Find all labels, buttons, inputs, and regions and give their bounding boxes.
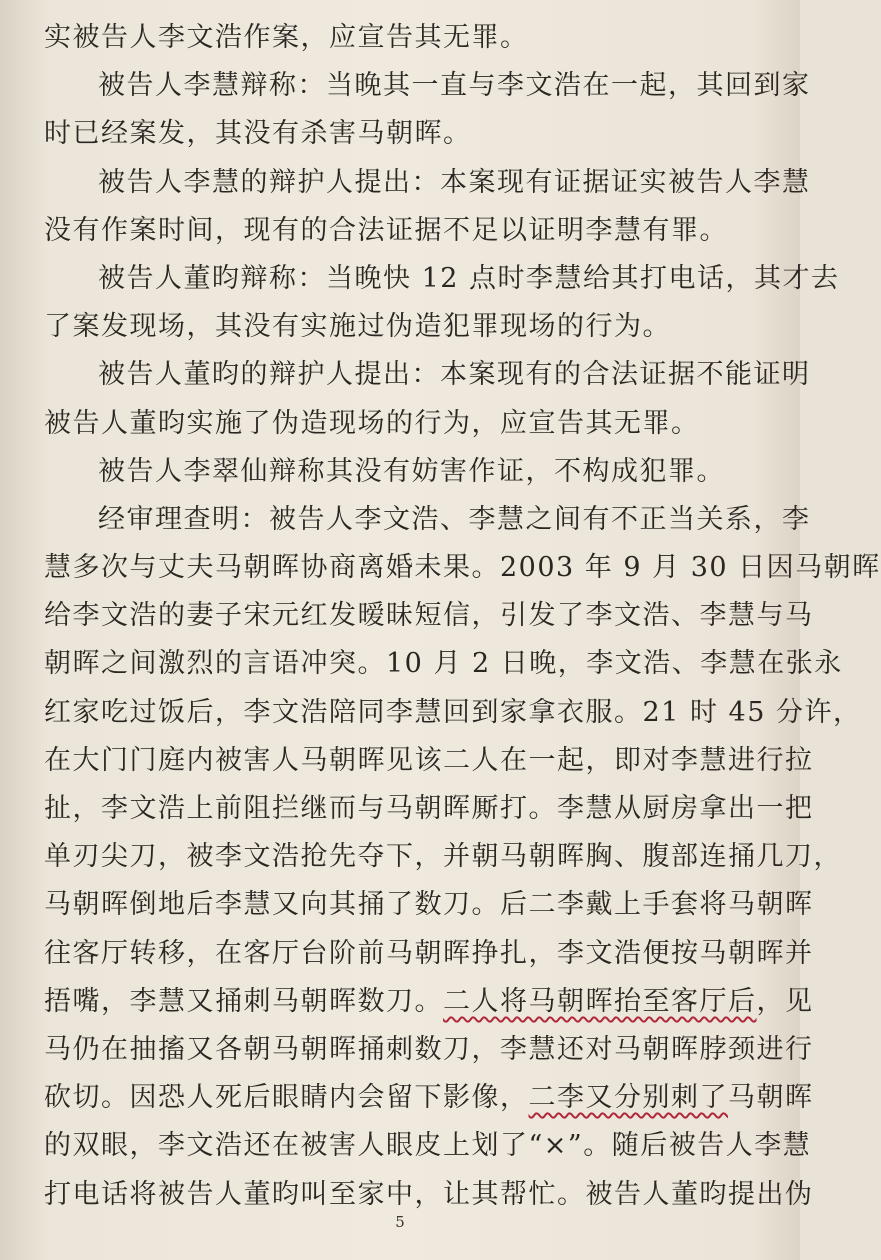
text-line-21 [44,978,814,1026]
page-number: 5 [395,1213,405,1231]
text-line-12: 慧多次与丈夫马朝晖协商离婚未果。2003 年 9 月 30 日因马朝晖 [44,552,881,584]
text-segment: 砍切。因恐人死后眼睛内会留下影像， [44,1082,529,1114]
text-line-19: 马朝晖倒地后李慧又向其捅了数刀。后二李戴上手套将马朝晖 [44,889,814,921]
text-line-18: 单刃尖刀，被李文浩抢先夺下，并朝马朝晖胸、腹部连捅几刀， [44,841,842,873]
text-line-3: 时已经案发，其没有杀害马朝晖。 [44,118,472,150]
document-body [44,14,881,1219]
text-segment: 捂嘴，李慧又捅刺马朝晖数刀。 [44,985,443,1017]
text-line-2: 被告人李慧辩称：当晚其一直与李文浩在一起，其回到家 [98,70,811,102]
text-line-9: 被告人董昀实施了伪造现场的行为，应宣告其无罪。 [44,407,700,439]
text-line-13: 给李文浩的妻子宋元红发暧昧短信，引发了李文浩、李慧与马 [44,600,814,632]
text-segment: 马朝晖 [728,1082,814,1114]
text-line-11: 经审理查明：被告人李文浩、李慧之间有不正当关系，李 [98,503,811,535]
text-line-1: 实被告人李文浩作案，应宣告其无罪。 [44,22,529,53]
text-line-8: 被告人董昀的辩护人提出：本案现有的合法证据不能证明 [98,359,811,391]
pen-underlined-text: 二人将马朝晖抬至客厅后 [443,985,757,1017]
text-line-15: 红家吃过饭后，李文浩陪同李慧回到家拿衣服。21 时 45 分许， [44,696,862,728]
pen-underlined-text: 二李又分别刺了 [528,1082,728,1114]
text-line-24: 的双眼，李文浩还在被害人眼皮上划了“×”。随后被告人李慧 [44,1130,812,1162]
text-line-20: 往客厅转移，在客厅台阶前马朝晖挣扎，李文浩便按马朝晖并 [44,937,814,969]
text-line-14: 朝晖之间激烈的言语冲突。10 月 2 日晚，李文浩、李慧在张永 [44,648,843,680]
text-line-4: 被告人李慧的辩护人提出：本案现有证据证实被告人李慧 [98,166,811,198]
text-line-16: 在大门门庭内被害人马朝晖见该二人在一起，即对李慧进行拉 [44,744,814,776]
text-line-10: 被告人李翠仙辩称其没有妨害作证，不构成犯罪。 [98,455,725,487]
text-line-25: 打电话将被告人董昀叫至家中，让其帮忙。被告人董昀提出伪 [44,1178,814,1210]
text-line-7: 了案发现场，其没有实施过伪造犯罪现场的行为。 [44,311,671,343]
text-line-5: 没有作案时间，现有的合法证据不足以证明李慧有罪。 [44,214,728,246]
text-line-23 [44,1074,814,1122]
text-segment: ，见 [756,985,814,1017]
text-line-17: 扯，李文浩上前阻拦继而与马朝晖厮打。李慧从厨房拿出一把 [44,793,814,824]
text-line-6: 被告人董昀辩称：当晚快 12 点时李慧给其打电话，其才去 [98,262,840,294]
text-line-22: 马仍在抽搐又各朝马朝晖捅刺数刀，李慧还对马朝晖脖颈进行 [44,1033,814,1065]
